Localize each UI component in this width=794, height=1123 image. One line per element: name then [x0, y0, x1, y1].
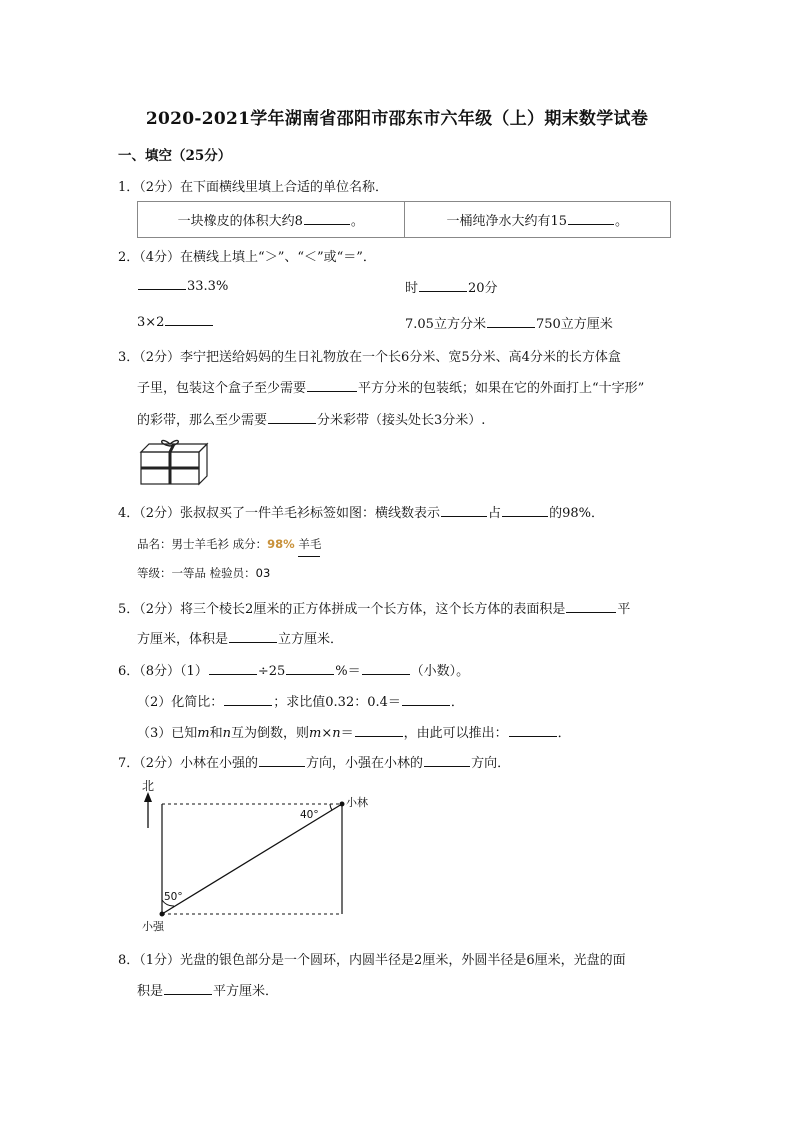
question-6-line-3: [137, 722, 571, 741]
answer-blank[interactable]: [165, 313, 213, 326]
q-text: 互为倒数，则: [231, 726, 310, 741]
q-text: 子里，包装这个盒子至少需要: [137, 381, 307, 396]
question-5-line-2: [137, 628, 343, 647]
units-table: [137, 201, 671, 238]
answer-blank[interactable]: [164, 982, 212, 995]
answer-blank[interactable]: [424, 754, 470, 767]
angle-arc-top: [330, 804, 332, 810]
answer-blank[interactable]: [419, 279, 467, 292]
cell-text: 。: [615, 214, 629, 229]
item-text: 时: [405, 281, 419, 296]
q-text: 积是: [137, 984, 164, 999]
q-text: 占: [488, 506, 502, 521]
label-text: 品名：男士羊毛衫 成分：: [137, 537, 268, 551]
q-text: 平方分米的包装纸；如果在它的外面打上“十字形”: [358, 381, 645, 396]
north-arrowhead: [144, 792, 152, 802]
q-text: 平方厘米．: [213, 984, 279, 999]
answer-blank[interactable]: [566, 600, 616, 613]
q-text: 方向．: [471, 756, 511, 771]
var-m: m: [197, 726, 210, 741]
question-8-line-1: 8．（1分）光盘的银色部分是一个圆环，内圆半径是2厘米，外圆半径是6厘米，光盘的面: [118, 953, 626, 968]
direction-diagram: [130, 780, 390, 940]
answer-blank[interactable]: [509, 724, 557, 737]
answer-blank[interactable]: [138, 277, 186, 290]
var-mxn: m×n: [309, 726, 341, 741]
q-text: 的彩带，那么至少需要: [137, 413, 268, 428]
units-cell-1: [138, 202, 405, 238]
compare-item-4: [405, 313, 613, 332]
item-text: 7.05立方分米: [405, 317, 486, 332]
answer-blank[interactable]: [441, 504, 487, 517]
answer-blank[interactable]: [307, 379, 357, 392]
answer-blank[interactable]: [286, 662, 334, 675]
gift-box-illustration: [137, 436, 211, 488]
question-2: 2．（4分）在横线上填上“＞”、“＜”或“＝”．: [118, 250, 376, 265]
question-3-line-1: 3．（2分）李宁把送给妈妈的生日礼物放在一个长6分米、宽5分米、高4分米的长方体盒: [118, 350, 621, 365]
cell-text: 。: [350, 214, 364, 229]
q-text: 分米彩带（接头处长3分米）.: [317, 413, 486, 428]
xiaoqiang-label: 小强: [142, 920, 164, 933]
angle-top-label: 40°: [300, 809, 319, 821]
q-text: 7．（2分）小林在小强的: [118, 756, 259, 771]
q-text: （3）已知: [137, 726, 198, 741]
question-6-line-1: [118, 660, 469, 679]
label-underline: [298, 556, 320, 557]
answer-blank[interactable]: [355, 724, 403, 737]
answer-blank[interactable]: [209, 662, 257, 675]
q-text: 4．（2分）张叔叔买了一件羊毛衫标签如图：横线数表示: [118, 506, 441, 521]
question-4: [118, 502, 604, 521]
xiaolin-label: 小林: [346, 796, 368, 809]
label-text: 羊毛: [294, 537, 322, 551]
cell-text: 一桶纯净水大约有15: [446, 214, 568, 229]
q-text: %＝: [335, 664, 361, 679]
q-text: ．: [557, 726, 571, 741]
answer-blank[interactable]: [259, 754, 305, 767]
question-1: 1．（2分）在下面横线里填上合适的单位名称．: [118, 180, 389, 195]
sweater-label-line-1: [137, 536, 321, 552]
q-text: ÷25: [257, 664, 286, 679]
item-text: 3×2: [137, 315, 165, 330]
q-text: 立方厘米．: [278, 632, 344, 647]
answer-blank[interactable]: [402, 693, 450, 706]
question-8-line-2: [137, 980, 278, 999]
answer-blank[interactable]: [268, 411, 316, 424]
xiaoqiang-point: [160, 912, 165, 917]
var-n: n: [222, 726, 231, 741]
units-cell-2: [404, 202, 671, 238]
answer-blank[interactable]: [304, 212, 350, 225]
question-7: [118, 752, 510, 771]
angle-bottom-label: 50°: [164, 891, 183, 903]
question-3-line-2: [137, 377, 644, 396]
section-heading: 一、填空（25分）: [118, 148, 232, 164]
q-text: ＝: [340, 726, 354, 741]
page-title: 2020-2021学年湖南省邵阳市邵东市六年级（上）期末数学试卷: [145, 109, 649, 129]
north-label: 北: [142, 780, 155, 793]
answer-blank[interactable]: [229, 630, 277, 643]
percent-value: 98%: [267, 537, 295, 551]
compare-item-3: [137, 313, 214, 330]
q-text: （2）化简比：: [137, 695, 224, 710]
xiaolin-point: [340, 802, 345, 807]
answer-blank[interactable]: [502, 504, 548, 517]
sweater-label-line-2: 等级：一等品 检验员：03: [137, 566, 271, 580]
compare-item-2: [405, 277, 498, 296]
q-text: ．: [450, 695, 464, 710]
answer-blank[interactable]: [362, 662, 410, 675]
item-text: 20分: [468, 281, 498, 296]
q-text: 6．（8分）（1）: [118, 664, 208, 679]
q-text: 和: [209, 726, 223, 741]
cell-text: 一块橡皮的体积大约8: [177, 214, 303, 229]
q-text: 方向，小强在小林的: [306, 756, 424, 771]
question-6-line-2: [137, 691, 464, 710]
answer-blank[interactable]: [224, 693, 272, 706]
item-text: 33.3%: [187, 279, 229, 294]
q-text: 平: [617, 602, 631, 617]
question-3-line-3: [137, 409, 485, 428]
q-text: 方厘米，体积是: [137, 632, 229, 647]
compare-item-1: [137, 277, 228, 294]
question-5-line-1: [118, 598, 630, 617]
item-text: 750立方厘米: [535, 317, 613, 332]
q-text: ，由此可以推出：: [403, 726, 508, 741]
q-text: 的98%．: [549, 506, 604, 521]
q-text: ；求比值0.32：0.4＝: [273, 695, 401, 710]
q-text: （小数）。: [410, 664, 470, 679]
answer-blank[interactable]: [568, 212, 614, 225]
answer-blank[interactable]: [487, 315, 535, 328]
q-text: 5．（2分）将三个棱长2厘米的正方体拼成一个长方体，这个长方体的表面积是: [118, 602, 566, 617]
